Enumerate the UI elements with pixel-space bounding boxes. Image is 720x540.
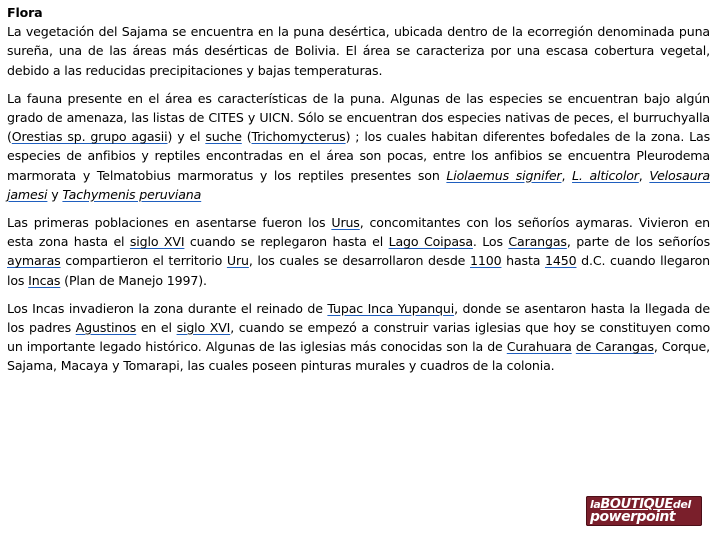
- text-run: Los Incas invadieron la zona durante el reinado de: [7, 300, 328, 316]
- link-aymaras[interactable]: aymaras: [7, 253, 61, 269]
- text-run: (: [241, 129, 252, 145]
- text-run: (Plan de Manejo 1997).: [60, 272, 207, 288]
- paragraph-flora: [7, 3, 710, 80]
- link-siglo-xvi-2[interactable]: siglo XVI: [176, 320, 231, 336]
- text-run: , concomitantes con los señoríos aymaras. Vivieron en esta zona hasta el: [7, 215, 710, 250]
- text-run: y: [47, 186, 63, 202]
- link-l-alticolor[interactable]: L. alticolor: [572, 167, 639, 183]
- text-run: , parte de los señoríos: [566, 234, 711, 250]
- text-run: compartieron el territorio: [60, 253, 227, 269]
- text-run: , Corque, Sajama, Macaya y Tomarapi, las cuales poseen pinturas murales y cuadros de la colonia.: [7, 339, 710, 374]
- text-run: d.C. cuando llegaron los: [7, 253, 710, 288]
- link-liolaemus-signifer[interactable]: Liolaemus signifer: [446, 167, 562, 183]
- link-siglo-xvi[interactable]: siglo XVI: [129, 234, 185, 250]
- text-run: ,: [638, 167, 650, 183]
- link-lago-coipasa[interactable]: Lago Coipasa: [388, 234, 473, 250]
- logo-text: del: [672, 498, 691, 511]
- text-run: La fauna presente en el área es características de la puna. Algunas de las especies se encuentran bajo algún grado de amenaza, las listas de CITES y UICN. Sólo se encuentran dos especies nativas de peces, el burruchyalla (: [7, 90, 710, 145]
- text-run: , los cuales se desarrollaron desde: [248, 253, 470, 269]
- text-run: ) y el: [167, 129, 206, 145]
- text-run: hasta: [501, 253, 545, 269]
- link-1100[interactable]: 1100: [469, 253, 502, 269]
- link-agustinos[interactable]: Agustinos: [75, 320, 137, 336]
- logo-text: la: [590, 498, 601, 511]
- link-trichomycterus[interactable]: Trichomycterus: [251, 129, 346, 145]
- logo-line-2: powerpoint: [590, 509, 676, 525]
- link-tachymenis-peruviana[interactable]: Tachymenis peruviana: [62, 186, 202, 202]
- text-run: , cuando se empezó a construir varias iglesias que hoy se constituyen como un importante legado histórico. Algunas de las iglesias más conocidas son la de: [7, 320, 711, 355]
- paragraph-fauna: [7, 89, 710, 204]
- text-run: cuando se replegaron hasta el: [184, 234, 389, 250]
- text-run: . Los: [472, 234, 509, 250]
- text-run: ,: [561, 167, 573, 183]
- paragraph-text: La vegetación del Sajama se encuentra en la puna desértica, ubicada dentro de la ecorregión denominada puna sureña, una de las áreas más desérticas de Bolivia. El área se caracteriza por una escasa cobertura vegetal, debido a las reducidas precipitaciones y bajas temperaturas.: [7, 24, 710, 78]
- link-tupac-inca-yupanqui[interactable]: Tupac Inca Yupanqui: [327, 300, 455, 316]
- text-run: en el: [136, 320, 177, 336]
- link-1450[interactable]: 1450: [545, 253, 577, 269]
- text-run: Las primeras poblaciones en asentarse fueron los: [7, 215, 332, 231]
- link-curahuara[interactable]: Curahuara: [506, 339, 572, 355]
- link-velosaura-jamesi[interactable]: Velosaura jamesi: [7, 167, 710, 202]
- boutique-logo[interactable]: [586, 496, 702, 526]
- link-de-carangas[interactable]: de Carangas: [575, 339, 654, 355]
- document-body: [7, 3, 710, 385]
- link-urus[interactable]: Urus: [331, 215, 360, 231]
- text-run: ) ; los cuales habitan diferentes bofedales de la zona. Las especies de anfibios y reptiles encontradas en el área son pocas, entre los anfibios se encuentra Pleurodema marmorata y Telmatobius marmoratus y los reptiles presentes son: [7, 129, 711, 183]
- section-title: Flora: [7, 5, 43, 20]
- link-suche[interactable]: suche: [205, 129, 242, 145]
- link-incas[interactable]: Incas: [28, 272, 61, 288]
- link-carangas[interactable]: Carangas: [508, 234, 567, 250]
- logo-text: BOUTIQUE: [600, 497, 673, 512]
- paragraph-poblaciones: [7, 213, 710, 290]
- link-uru[interactable]: Uru: [226, 253, 249, 269]
- text-run: , donde se asentaron hasta la llegada de los padres: [7, 300, 710, 336]
- paragraph-incas: [7, 299, 710, 376]
- link-orestias[interactable]: Orestias sp. grupo agasii: [11, 129, 168, 145]
